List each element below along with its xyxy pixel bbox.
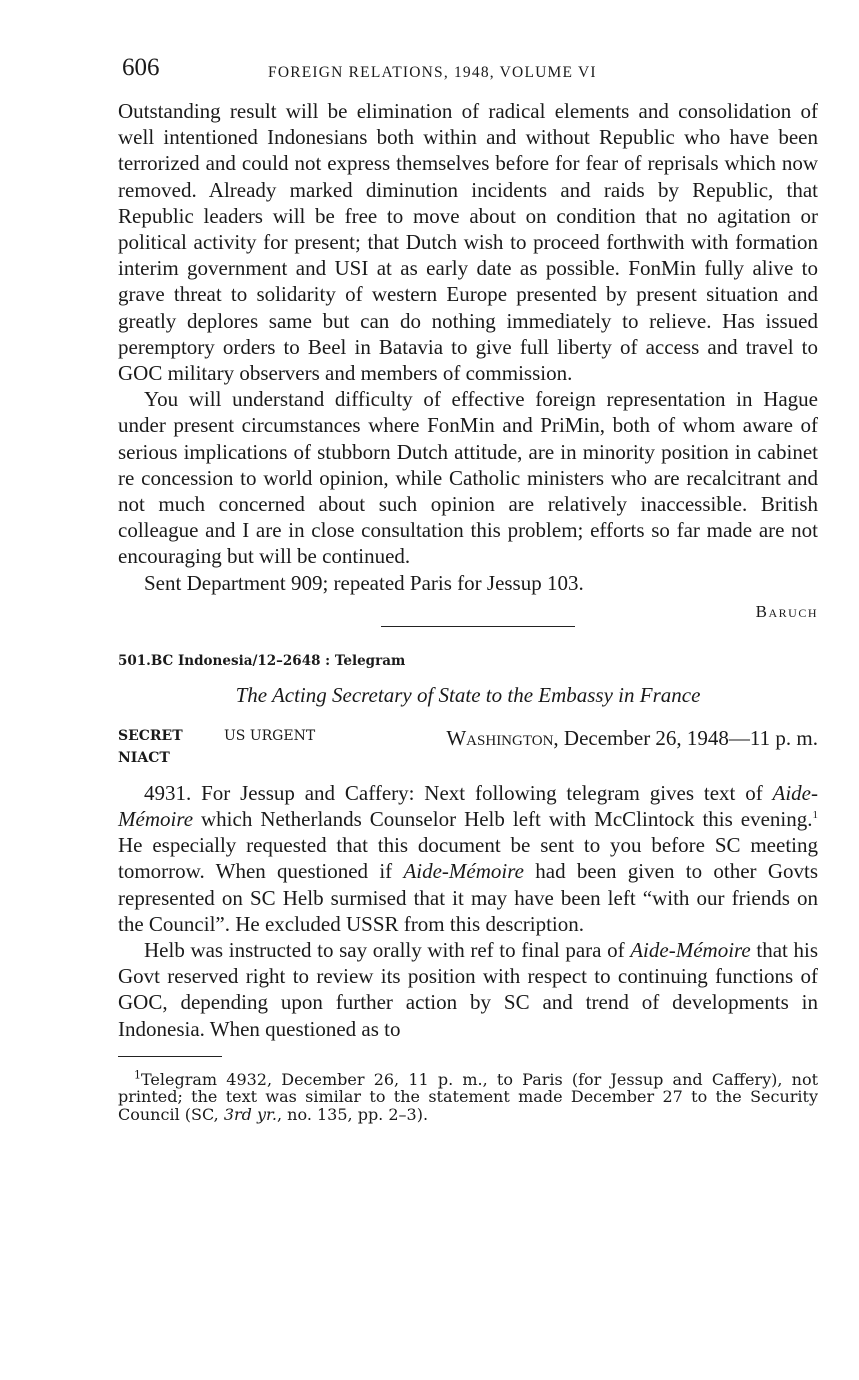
precedence-label: US URGENT [224, 727, 316, 744]
page-number: 606 [122, 54, 160, 81]
footnote-italic: 3rd yr. [223, 1104, 277, 1124]
text-run: , no. 135, pp. 2–3). [276, 1104, 429, 1124]
italic-aide-memoire: Aide-Mémoire [630, 938, 751, 963]
classification-secret: SECRET [118, 727, 183, 744]
document-page [118, 52, 818, 1139]
italic-aide-memoire: Aide-Mémoire [403, 859, 524, 884]
italic-aide-memoire: Aide-Mémoire [118, 780, 818, 832]
dateline [446, 726, 818, 751]
classification-niact: NIACT [118, 749, 170, 766]
text-run: which Netherlands Counselor Helb left with McClintock this evening. [193, 807, 813, 832]
continued-paragraph: Outstanding result will be elimination of radical elements and consolidation of well intentioned Indonesians both within and without Republic who have been terrorized and could not express themselves before for fear of reprisals which now removed. Already marked diminution incidents and raids by Republic, that Republic leaders will be free to move about on condition that no agitation or political activity for present; that Dutch wish to proceed forthwith with formation interim government and USI at as early date as possible. FonMin fully alive to grave threat to solidarity of western Europe presented by present situation and greatly deplores same but can do nothing immediately to relieve. Has issued peremptory orders to Beel in Batavia to give full liberty of access and travel to GOC military observers and members of commission. [118, 99, 818, 386]
running-head [118, 52, 818, 88]
text-run: 4931. For Jessup and Caffery: Next following telegram gives text of [144, 780, 773, 805]
text-run: that his Govt reserved right to review its position with respect to continuing functions of GOC, depending upon further action by SC and trend of developments in Indonesia. When questioned as to [118, 938, 819, 1041]
footnote [118, 1068, 818, 1124]
text-run: Helb was instructed to say orally with ref to final para of [144, 938, 631, 963]
telegram-paragraph-1 [118, 780, 818, 937]
paragraph-sent: Sent Department 909; repeated Paris for Jessup 103. [144, 570, 584, 595]
text-run: He especially requested that this document be sent to you before SC meeting tomorrow. When questioned if [118, 833, 818, 884]
paragraph-difficulty: You will understand difficulty of effective foreign representation in Hague under present circumstances where FonMin and PriMin, both of whom aware of serious implications of stubborn Dutch attitude, are in minority position in cabinet re concession to world opinion, while Catholic ministers who are recalcitrant and not much concerned about such opinion are relatively inaccessible. British colleague and I are in close consultation this problem; efforts so far made are not encouraging but will be continued. [118, 387, 818, 569]
dateline-date: December 26, 1948—11 p. m. [558, 725, 818, 750]
document-title: The Acting Secretary of State to the Embassy in France [235, 682, 701, 707]
footnote-rule [118, 1056, 222, 1057]
dateline-place: Washington, [446, 725, 559, 750]
signature-baruch: Baruch [755, 601, 818, 621]
footnote-mark: 1 [134, 1068, 141, 1082]
running-title: FOREIGN RELATIONS, 1948, VOLUME VI [268, 64, 597, 81]
text-run: Telegram 4932, December 26, 11 p. m., to Paris (for Jessup and Caffery), not printed; the text was similar to the statement made December 27 to the Security Council (SC, [118, 1069, 818, 1124]
telegram-header [118, 726, 818, 772]
telegram-paragraph-2 [118, 937, 818, 1042]
file-reference: 501.BC Indonesia/12–2648 : Telegram [118, 652, 406, 669]
footnote-reference: 1 [812, 809, 818, 822]
section-divider [381, 626, 575, 627]
text-run: had been given to other Govts represented on SC Helb surmised that it may have been left “with our friends on the Council”. He excluded USSR from this description. [118, 859, 818, 936]
